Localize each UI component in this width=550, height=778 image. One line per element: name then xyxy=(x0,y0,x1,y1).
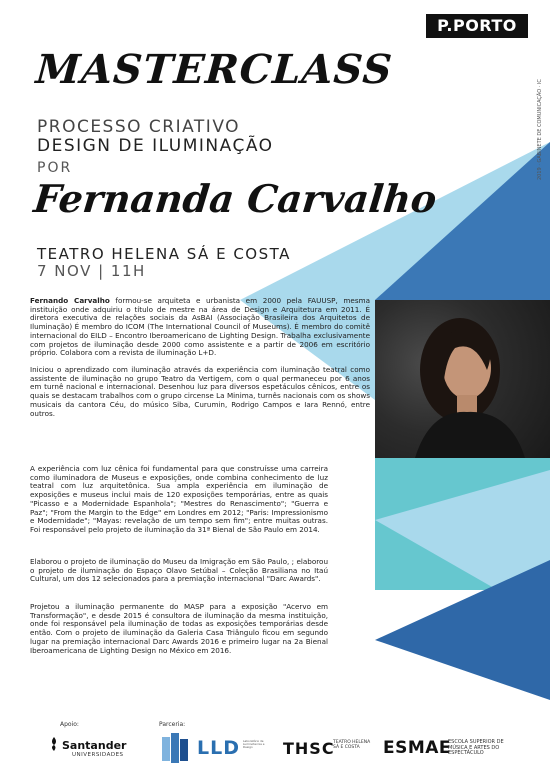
santander-subtitle: UNIVERSIDADES xyxy=(72,752,124,758)
lld-logo: LLD xyxy=(197,737,240,759)
by-label: POR xyxy=(37,160,73,176)
event-title: MASTERCLASS xyxy=(34,46,395,93)
thsc-logo: THSC xyxy=(283,739,335,758)
subtitle-line-2: DESIGN DE ILUMINAÇÃO xyxy=(37,136,274,156)
thsc-subtitle: TEATRO HELENA SÁ E COSTA xyxy=(333,740,371,751)
lld-mark-icon xyxy=(162,733,194,763)
lld-subtitle: Laboratório de Luminotecnia e Design xyxy=(243,739,265,750)
bio-paragraph-3: A experiência com luz cênica foi fundamental para que construísse uma carreira como iluminadora de Museus e exposições, onde combina conhecimento de luz teatral com luz arquitetônica. Sua ampla experiência em iluminação de exposições e museus inclui mais de 120 exposições temporárias, entre as quais "Picasso e a Modernidade Espanhola"; "Mestres do Renascimento"; "Guerra e Paz"; "From the Margin to the Edge" em Londres em 2012; "Paris: Impressionismo e Modernidade"; "Mayas: revelação de um tempo sem fim"; entre muitas outras. Foi responsável pelo projeto de iluminação da 31ª Bienal de São Paulo em 2014. xyxy=(30,464,328,534)
esmae-subtitle: ESCOLA SUPERIOR DE MÚSICA E ARTES DO ESPECTÁCULO xyxy=(448,739,504,756)
bio-paragraph-2: Iniciou o aprendizado com iluminação através da experiência com iluminação teatral como assistente de iluminação no grupo Teatro da Vertigem, com o qual permaneceu por 6 anos em turnê nacional e internacional. Desenhou luz para diversos espetáculos cênicos, entre os quais se destacam trabalhos com o grupo circense La Minima, turnês nacionais com os shows musicais da cantora Céu, do músico Siba, Curumin, Rodrigo Campos e Iara Rennó, entre outros. xyxy=(30,365,370,418)
esmae-logo: ESMAE xyxy=(383,738,452,758)
speaker-name: Fernanda Carvalho xyxy=(31,176,439,221)
venue: TEATRO HELENA SÁ E COSTA xyxy=(37,245,291,263)
bio-paragraph-1 xyxy=(30,297,370,358)
subtitle-line-1: PROCESSO CRIATIVO xyxy=(37,117,241,137)
event-date: 7 NOV | 11H xyxy=(37,262,146,280)
side-credit: 2019 · GABINETE DE COMUNICAÇÃO · IC xyxy=(537,79,543,180)
bio-paragraph-5: Projetou a iluminação permanente do MASP para a exposição "Acervo em Transformação", e desde 2015 é consultora de iluminação da mesma instituição, onde foi responsável pela iluminação de todas as exposições temporárias desde então. Com o projeto de iluminação da Galeria Casa Triângulo ficou em segundo lugar na premiação internacional Darc Awards 2016 e primeiro lugar na 2a Bienal Iberoamericana de Lighting Design no México em 2016. xyxy=(30,602,328,655)
parceria-label: Parceria: xyxy=(159,721,186,728)
santander-logo: Santander xyxy=(62,739,127,752)
speaker-photo xyxy=(375,300,550,458)
portrait-illustration xyxy=(375,300,550,458)
apoio-label: Apoio: xyxy=(60,721,79,728)
bio-paragraph-1-text: formou-se arquiteta e urbanista em 2000 pela FAUUSP, mesma instituição onde adquiriu o título de mestre na área de Design e Arquitetura em 2011. É diretora executiva de relações sociais da AsBAI (Associação Brasileira dos Arquitetos de Iluminação) É membro do ICOM (The International Council of Museums). É membro do comitê internacional do EILD – Encontro Iberoamericano de Lighting Design. Trabalha exclusivamente com projetos de iluminação desde 2000 como assistente e a partir de 2006 em escritório próprio. Colabora com a revista de iluminação L+D. xyxy=(30,296,371,358)
bio-paragraph-4: Elaborou o projeto de iluminação do Museu da Imigração em São Paulo, ; elaborou o projeto de iluminação do Espaço Olavo Setúbal – Coleção Brasiliana no Itaú Cultural, um dos 12 selecionados para a premiação internacional "Darc Awards". xyxy=(30,557,328,584)
pporto-logo: P.PORTO xyxy=(426,14,528,38)
bio-lead-name: Fernando Carvalho xyxy=(30,296,110,305)
santander-flame-icon xyxy=(48,737,60,751)
